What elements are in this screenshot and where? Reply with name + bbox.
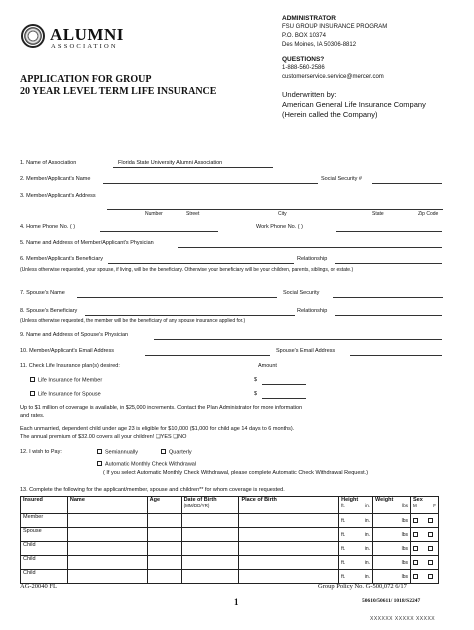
q7-ssn-input[interactable] xyxy=(333,297,443,298)
footer-form-number: AG-20040 FL xyxy=(20,583,58,590)
underwriter-company: American General Life Insurance Company xyxy=(282,100,426,109)
row-pob-input[interactable] xyxy=(239,570,339,584)
q12-semiannually-label: Semiannually xyxy=(105,449,139,456)
q7-label: 7. Spouse's Name xyxy=(20,290,65,296)
col-insured xyxy=(21,497,68,514)
q3-sub-zip: Zip Code xyxy=(418,211,439,217)
administrator-line1: FSU GROUP INSURANCE PROGRAM xyxy=(282,24,388,30)
underwriter-note: (Herein called the Company) xyxy=(282,110,378,119)
q10-email-input[interactable] xyxy=(145,355,270,356)
administrator-line3: Des Moines, IA 50306-8812 xyxy=(282,42,357,48)
q12-auto-option[interactable] xyxy=(97,461,196,468)
questions-phone: 1-888-560-2586 xyxy=(282,65,325,71)
row-insured: Child xyxy=(21,542,68,556)
q5-physician-input[interactable] xyxy=(178,247,442,248)
col-age xyxy=(147,497,181,514)
q6-relationship-input[interactable] xyxy=(335,263,442,264)
q3-sub-number: Number xyxy=(145,211,163,217)
q3-address-input[interactable] xyxy=(107,209,443,210)
q12-auto-label: Automatic Monthly Check Withdrawal xyxy=(105,461,197,468)
col-dob-label: Date of Birth xyxy=(183,497,217,503)
row-pob-input[interactable] xyxy=(239,556,339,570)
alumni-association-seal-icon xyxy=(21,24,45,48)
unit-right: lbs xyxy=(401,532,408,538)
q4-home-phone-input[interactable] xyxy=(100,231,218,232)
q4-work-phone-input[interactable] xyxy=(336,231,442,232)
q8-note: (Unless otherwise requested, the member will be the beneficiary of any spouse insurance applied for.) xyxy=(20,318,246,324)
row-age-input[interactable] xyxy=(147,556,181,570)
col-sex xyxy=(410,497,438,514)
child-note-line1: Each unmarried, dependent child under age 23 is eligible for $10,000 ($1,000 for child age 14 days to 6 months). xyxy=(20,426,295,432)
q12-quarterly-option[interactable] xyxy=(161,449,192,456)
row-age-input[interactable] xyxy=(147,542,181,556)
col-height-label: Height xyxy=(341,497,359,503)
col-sex-label: Sex xyxy=(412,497,423,503)
q12-auto-checkbox[interactable] xyxy=(97,461,102,466)
row-height-input[interactable] xyxy=(339,556,373,570)
q7-ssn-label: Social Security xyxy=(283,290,320,296)
unit-right: in. xyxy=(364,546,371,552)
coverage-row xyxy=(21,542,439,556)
q11-spouse-dollar: $ xyxy=(254,391,258,397)
row-insured: Child xyxy=(21,570,68,584)
row-insured: Spouse xyxy=(21,528,68,542)
footer-barcode-text: XXXXXX XXXXX XXXXX xyxy=(370,616,436,622)
row-name-input[interactable] xyxy=(67,514,147,528)
questions-email: customerservice.service@mercer.com xyxy=(282,74,384,80)
col-height xyxy=(339,497,373,514)
q8-label: 8. Spouse's Beneficiary xyxy=(20,308,78,314)
q6-note: (Unless otherwise requested, your spouse, if living, will be the beneficiary. Otherwise your beneficiary will be your children, parents, siblings, or estate.) xyxy=(20,267,354,273)
col-sex-m: M xyxy=(412,503,417,508)
footer-page-number: 1 xyxy=(234,597,239,607)
unit-right: in. xyxy=(364,518,371,524)
q12-semiannually-checkbox[interactable] xyxy=(97,449,102,454)
q3-label: 3. Member/Applicant's Address xyxy=(20,193,96,199)
q6-label: 6. Member/Applicant's Beneficiary xyxy=(20,256,103,262)
row-sex-input[interactable] xyxy=(410,528,438,542)
col-pob-label: Place of Birth xyxy=(241,497,277,503)
row-pob-input[interactable] xyxy=(239,542,339,556)
row-sex-input[interactable] xyxy=(410,570,438,584)
sex-m-box[interactable] xyxy=(413,532,418,537)
coverage-row xyxy=(21,514,439,528)
col-name xyxy=(67,497,147,514)
unit-right: lbs xyxy=(401,574,408,580)
row-height-input[interactable] xyxy=(339,514,373,528)
row-height-input[interactable] xyxy=(339,528,373,542)
form-title-line2: 20 YEAR LEVEL TERM LIFE INSURANCE xyxy=(20,86,217,97)
row-dob-input[interactable] xyxy=(181,556,239,570)
row-weight-input[interactable] xyxy=(373,570,411,584)
q11-member-label: Life Insurance for Member xyxy=(38,377,103,384)
row-sex-input[interactable] xyxy=(410,542,438,556)
q7-spouse-name-input[interactable] xyxy=(77,297,277,298)
row-insured: Member xyxy=(21,514,68,528)
form-title-line1: APPLICATION FOR GROUP xyxy=(20,74,152,85)
logo-name: ALUMNI xyxy=(50,25,124,44)
col-weight-label: Weight xyxy=(375,497,394,503)
row-height-input[interactable] xyxy=(339,542,373,556)
administrator-heading: ADMINISTRATOR xyxy=(282,15,336,22)
q1-line xyxy=(113,167,273,168)
unit-right: in. xyxy=(364,532,371,538)
row-insured: Child xyxy=(21,556,68,570)
child-note-line2: The annual premium of $32.00 covers all your children! ❏YES ❏NO xyxy=(20,434,187,440)
q12-quarterly-label: Quarterly xyxy=(169,449,192,456)
row-age-input[interactable] xyxy=(147,514,181,528)
row-pob-input[interactable] xyxy=(239,514,339,528)
logo-sub: ASSOCIATION xyxy=(51,43,118,50)
coverage-note-line2: and rates. xyxy=(20,413,45,419)
row-weight-input[interactable] xyxy=(373,528,411,542)
col-height-in: in. xyxy=(365,503,371,508)
unit-right: lbs xyxy=(401,546,408,552)
row-dob-input[interactable] xyxy=(181,528,239,542)
unit-left: ft. xyxy=(341,518,346,524)
footer-codes: 50610/50611/ 1018/S2247 xyxy=(362,598,421,604)
col-weight xyxy=(373,497,411,514)
unit-left: ft. xyxy=(341,560,346,566)
row-weight-input[interactable] xyxy=(373,514,411,528)
row-age-input[interactable] xyxy=(147,570,181,584)
q8-beneficiary-input[interactable] xyxy=(85,315,295,316)
q2-ssn-input[interactable] xyxy=(372,183,442,184)
unit-left: ft. xyxy=(341,546,346,552)
col-weight-lbs: lbs xyxy=(402,503,408,508)
q2-label: 2. Member/Applicant's Name xyxy=(20,176,91,182)
col-insured-label: Insured xyxy=(23,497,43,503)
row-height-input[interactable] xyxy=(339,570,373,584)
q11-spouse-checkbox[interactable] xyxy=(30,391,35,396)
q3-sub-city: City xyxy=(278,211,287,217)
unit-left: ft. xyxy=(341,532,346,538)
q12-quarterly-checkbox[interactable] xyxy=(161,449,166,454)
q3-sub-state: State xyxy=(372,211,384,217)
row-weight-input[interactable] xyxy=(373,542,411,556)
q12-note: ( If you select Automatic Monthly Check Withdrawal, please complete Automatic Check Withdrawal Request.) xyxy=(103,470,369,476)
q6-relationship-label: Relationship xyxy=(297,256,328,262)
row-name-input[interactable] xyxy=(67,556,147,570)
coverage-note-line1: Up to $1 million of coverage is available, in $25,000 increments. Contact the Plan Administrator for more information xyxy=(20,405,303,411)
col-pob xyxy=(239,497,339,514)
col-dob xyxy=(181,497,239,514)
row-pob-input[interactable] xyxy=(239,528,339,542)
q5-label: 5. Name and Address of Member/Applicant's Physician xyxy=(20,240,154,246)
q1-label: 1. Name of Association xyxy=(20,160,77,166)
row-weight-input[interactable] xyxy=(373,556,411,570)
questions-heading: QUESTIONS? xyxy=(282,56,325,63)
col-sex-f: F xyxy=(433,503,436,508)
q11-member-amount-input[interactable] xyxy=(262,384,306,385)
q6-beneficiary-input[interactable] xyxy=(108,263,294,264)
q2-name-input[interactable] xyxy=(103,183,318,184)
coverage-table xyxy=(20,496,439,584)
underwriter-label: Underwritten by: xyxy=(282,90,337,99)
row-dob-input[interactable] xyxy=(181,514,239,528)
q4-label: 4. Home Phone No. ( ) xyxy=(20,224,76,230)
row-sex-input[interactable] xyxy=(410,556,438,570)
unit-right: in. xyxy=(364,574,371,580)
col-name-label: Name xyxy=(69,497,85,503)
q1-value: Florida State University Alumni Association xyxy=(118,160,223,166)
q9-label: 9. Name and Address of Spouse's Physician xyxy=(20,332,129,338)
q9-spouse-physician-input[interactable] xyxy=(154,339,442,340)
q11-spouse-checkbox-row[interactable] xyxy=(30,391,101,398)
row-dob-input[interactable] xyxy=(181,542,239,556)
sex-m-box[interactable] xyxy=(413,560,418,565)
row-name-input[interactable] xyxy=(67,570,147,584)
q10-spouse-email-input[interactable] xyxy=(350,355,442,356)
row-name-input[interactable] xyxy=(67,542,147,556)
footer-policy: Group Policy No. G-500,072 6/17 xyxy=(318,583,407,590)
q12-label: 12. I wish to Pay: xyxy=(20,449,62,455)
q3-sub-street: Street xyxy=(186,211,200,217)
q13-label: 13. Complete the following for the applicant/member, spouse and children** for whom coverage is requested. xyxy=(20,487,285,493)
sex-m-box[interactable] xyxy=(413,518,418,523)
q4-work-label: Work Phone No. ( ) xyxy=(256,224,303,230)
coverage-row xyxy=(21,556,439,570)
col-height-ft: ft. xyxy=(341,503,345,508)
sex-f-box[interactable] xyxy=(428,560,433,565)
q12-semiannually-option[interactable] xyxy=(97,449,138,456)
unit-right: lbs xyxy=(401,560,408,566)
row-age-input[interactable] xyxy=(147,528,181,542)
q11-spouse-amount-input[interactable] xyxy=(262,398,306,399)
q2-ssn-label: Social Security # xyxy=(321,176,362,182)
sex-f-box[interactable] xyxy=(428,532,433,537)
sex-m-box[interactable] xyxy=(413,574,418,579)
coverage-row xyxy=(21,528,439,542)
row-dob-input[interactable] xyxy=(181,570,239,584)
q10-spouse-label: Spouse's Email Address xyxy=(276,348,336,354)
unit-left: ft. xyxy=(341,574,346,580)
q11-member-checkbox-row[interactable] xyxy=(30,377,102,384)
q11-label: 11. Check Life Insurance plan(s) desired: xyxy=(20,363,120,369)
coverage-row xyxy=(21,570,439,584)
sex-f-box[interactable] xyxy=(428,546,433,551)
q8-relationship-input[interactable] xyxy=(335,315,442,316)
col-dob-sub: (MM/DD/YR) xyxy=(183,503,210,508)
sex-f-box[interactable] xyxy=(428,518,433,523)
q10-label: 10. Member/Applicant's Email Address xyxy=(20,348,114,354)
row-name-input[interactable] xyxy=(67,528,147,542)
q11-spouse-label: Life Insurance for Spouse xyxy=(38,391,101,398)
unit-right: lbs xyxy=(401,518,408,524)
unit-right: in. xyxy=(364,560,371,566)
q8-relationship-label: Relationship xyxy=(297,308,328,314)
q11-member-dollar: $ xyxy=(254,377,258,383)
coverage-table-header xyxy=(21,497,439,514)
q11-member-checkbox[interactable] xyxy=(30,377,35,382)
sex-m-box[interactable] xyxy=(413,546,418,551)
row-sex-input[interactable] xyxy=(410,514,438,528)
q11-amount-label: Amount xyxy=(258,363,277,369)
administrator-line2: P.O. BOX 10374 xyxy=(282,33,326,39)
sex-f-box[interactable] xyxy=(428,574,433,579)
col-age-label: Age xyxy=(149,497,161,503)
